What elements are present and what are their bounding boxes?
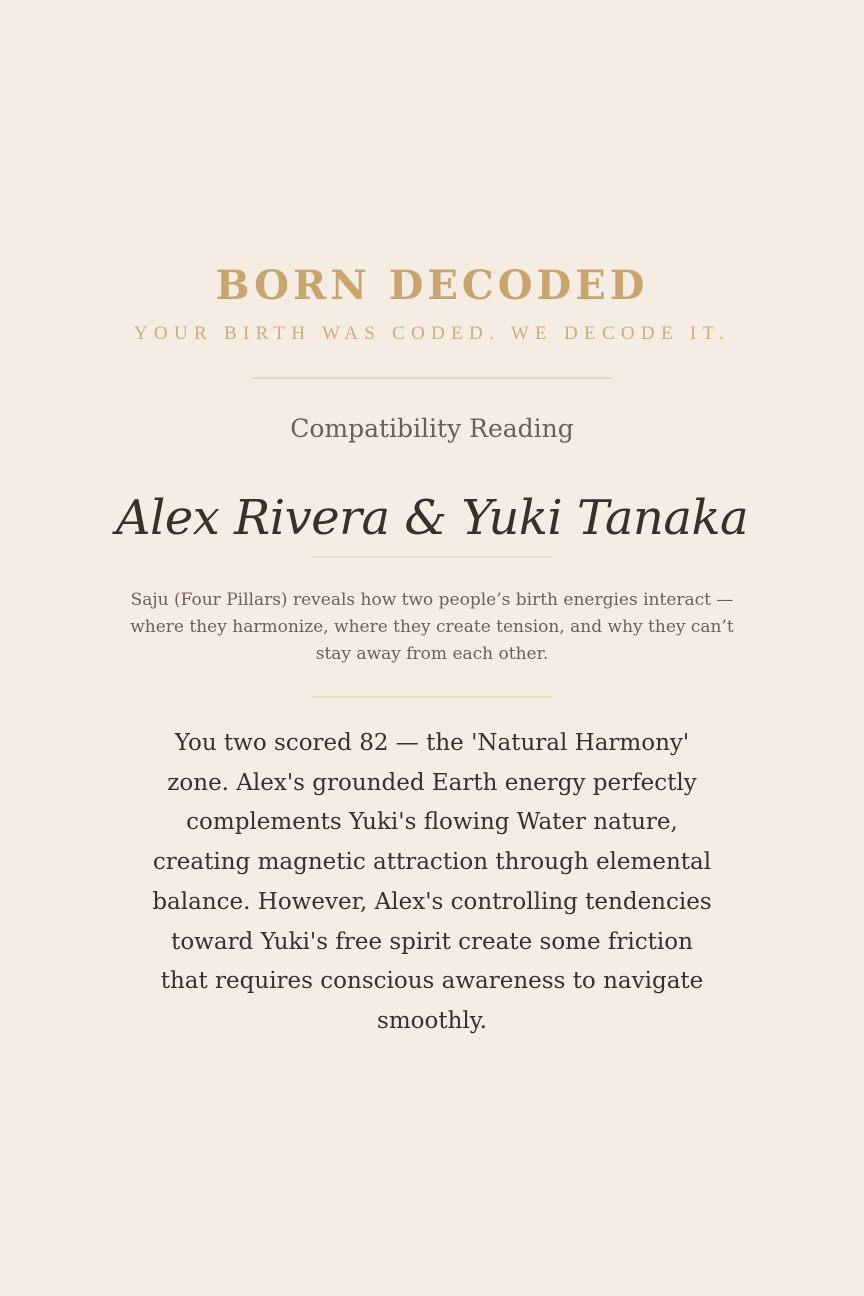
- section-divider: [312, 696, 552, 698]
- couple-names: Alex Rivera & Yuki Tanaka: [115, 490, 749, 546]
- header-divider: [252, 377, 612, 379]
- reading-type-heading: Compatibility Reading: [290, 414, 574, 443]
- compatibility-summary: You two scored 82 — the 'Natural Harmony' zone. Alex's grounded Earth energy perfectly complements Yuki's flowing Water nature, creating magnetic attraction through elemental balance. However, Alex's controlling tendencies toward Yuki's free spirit create some friction that requires conscious awareness to navigate smoothly.: [152, 730, 712, 1034]
- brand-tagline: YOUR BIRTH WAS CODED. WE DECODE IT.: [133, 323, 731, 344]
- names-divider: [312, 556, 552, 558]
- intro-paragraph: Saju (Four Pillars) reveals how two people’s birth energies interact — where they harmonize, where they create tension, and why they can’t stay away from each other.: [130, 590, 734, 664]
- brand-title: BORN DECODED: [215, 262, 649, 309]
